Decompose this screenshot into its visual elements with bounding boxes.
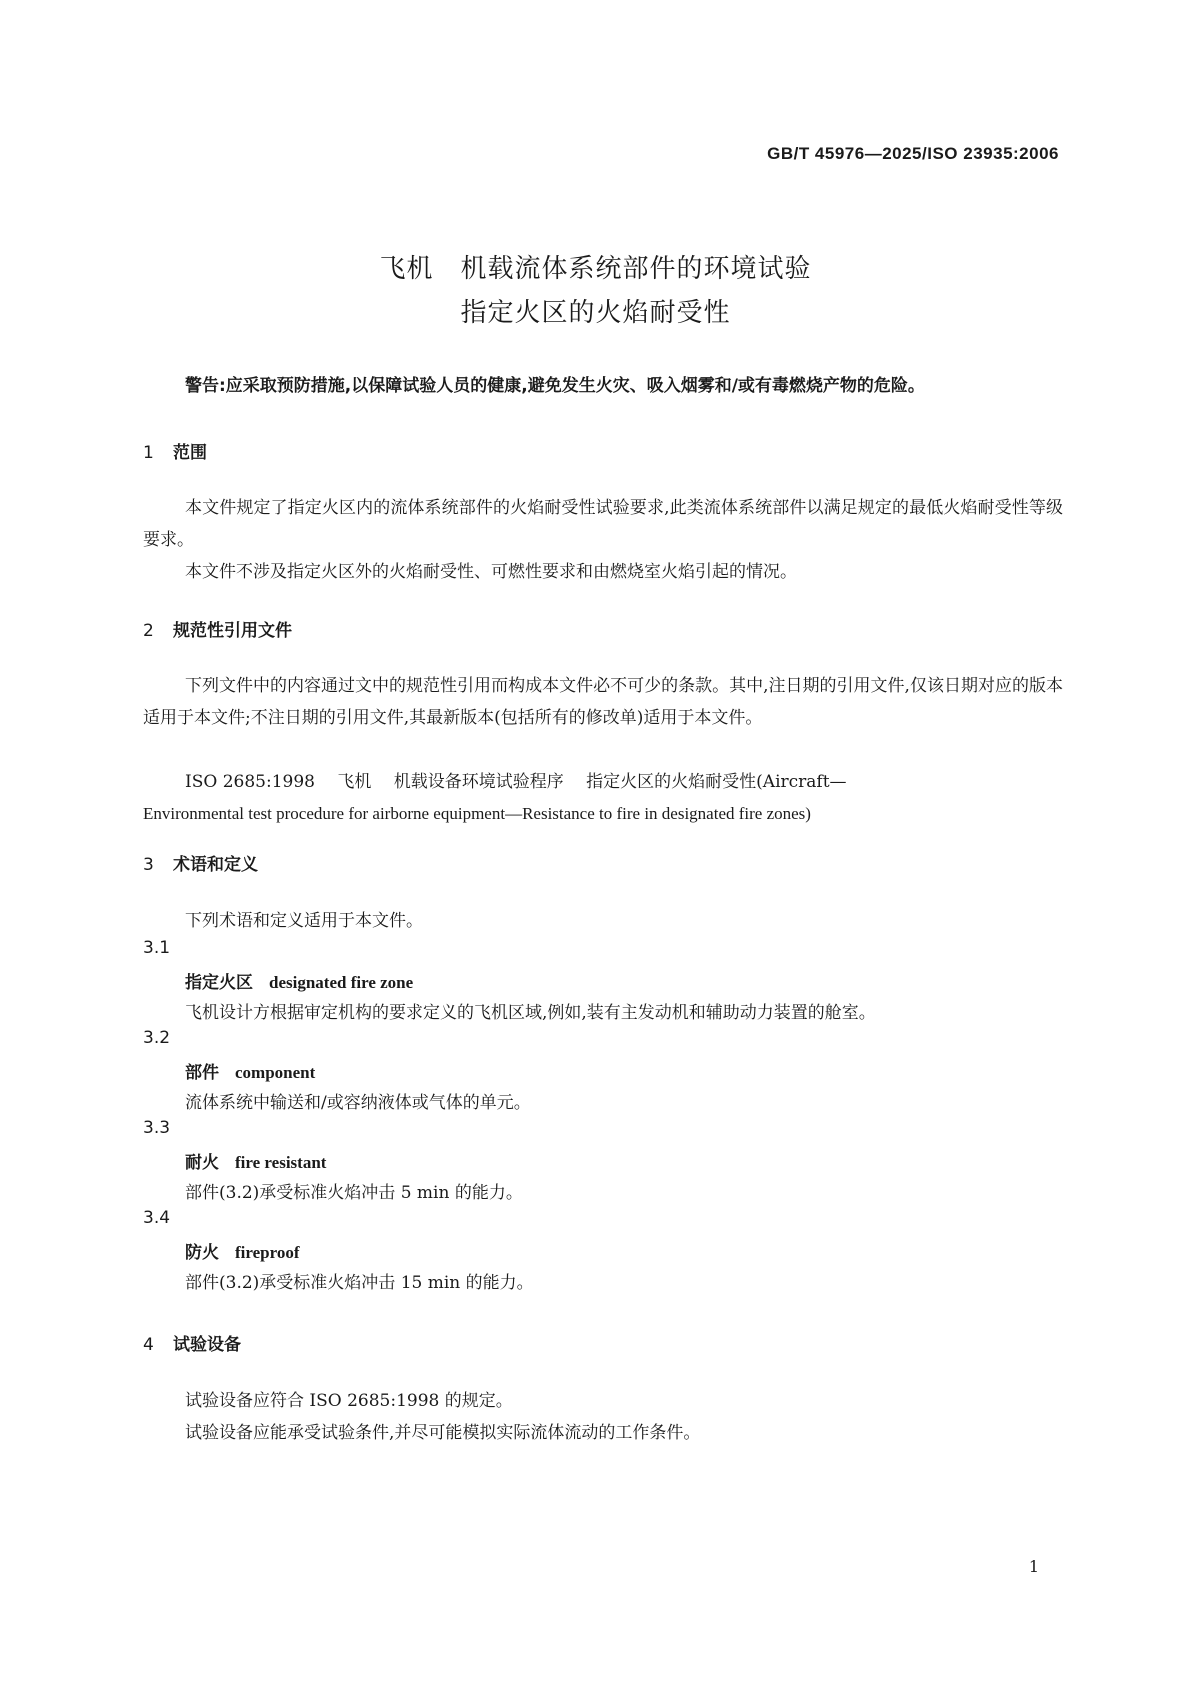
term-number: 3.1 [143,938,171,958]
document-title-line2: 指定火区的火焰耐受性 [460,298,731,328]
equipment-paragraph-2: 试验设备应能承受试验条件,并尽可能模拟实际流体流动的工作条件。 [185,1423,701,1443]
term-heading [185,1148,326,1173]
section-3-heading [143,850,258,875]
section-number: 2 [143,621,154,641]
standard-number: GB/T 45976—2025/ISO 23935:2006 [767,144,1059,163]
section-number: 4 [143,1335,154,1355]
section-number: 1 [143,443,154,463]
document-title-line1: 飞机 机载流体系统部件的环境试验 [379,254,812,284]
reference-entry [143,766,1063,830]
term-english: component [235,1063,316,1082]
section-title: 试验设备 [173,1335,241,1355]
term-chinese: 耐火 [185,1153,219,1173]
term-heading [185,1238,300,1263]
term-definition: 部件(3.2)承受标准火焰冲击 15 min 的能力。 [185,1273,534,1293]
reference-line-2: Environmental test procedure for airborne equipment—Resistance to fire in designated fire zones) [143,804,811,823]
term-number: 3.2 [143,1028,171,1048]
term-number: 3.3 [143,1118,171,1138]
section-title: 规范性引用文件 [173,621,292,641]
safety-warning: 警告:应采取预防措施,以保障试验人员的健康,避免发生火灾、吸入烟雾和/或有毒燃烧产物的危险。 [185,376,925,396]
page-number: 1 [1028,1557,1039,1576]
term-english: fireproof [235,1243,300,1262]
scope-paragraph-1: 本文件规定了指定火区内的流体系统部件的火焰耐受性试验要求,此类流体系统部件以满足规定的最低火焰耐受性等级要求。 [143,498,1063,550]
term-heading [185,968,413,993]
reference-line-1: ISO 2685:1998 飞机 机载设备环境试验程序 指定火区的火焰耐受性(Aircraft— [185,772,847,792]
section-2-heading [143,616,292,641]
section-1-heading [143,438,207,463]
term-chinese: 防火 [185,1243,219,1263]
section-4-heading [143,1330,241,1355]
term-english: fire resistant [235,1153,327,1172]
section-title: 范围 [173,443,207,463]
terms-intro: 下列术语和定义适用于本文件。 [185,911,423,931]
section-number: 3 [143,855,154,875]
term-definition: 部件(3.2)承受标准火焰冲击 5 min 的能力。 [185,1183,523,1203]
section-title: 术语和定义 [173,855,258,875]
term-number: 3.4 [143,1208,171,1228]
term-definition: 流体系统中输送和/或容纳液体或气体的单元。 [185,1093,531,1113]
equipment-paragraph-1: 试验设备应符合 ISO 2685:1998 的规定。 [185,1391,513,1411]
term-chinese: 部件 [185,1063,219,1083]
normative-references-paragraph: 下列文件中的内容通过文中的规范性引用而构成本文件必不可少的条款。其中,注日期的引用文件,仅该日期对应的版本适用于本文件;不注日期的引用文件,其最新版本(包括所有的修改单)适用于本文件。 [143,676,1063,728]
term-english: designated fire zone [269,973,414,992]
term-definition: 飞机设计方根据审定机构的要求定义的飞机区域,例如,装有主发动机和辅助动力装置的舱室。 [185,1003,876,1023]
term-heading [185,1058,315,1083]
term-chinese: 指定火区 [185,973,253,993]
scope-paragraph-2: 本文件不涉及指定火区外的火焰耐受性、可燃性要求和由燃烧室火焰引起的情况。 [185,562,797,582]
